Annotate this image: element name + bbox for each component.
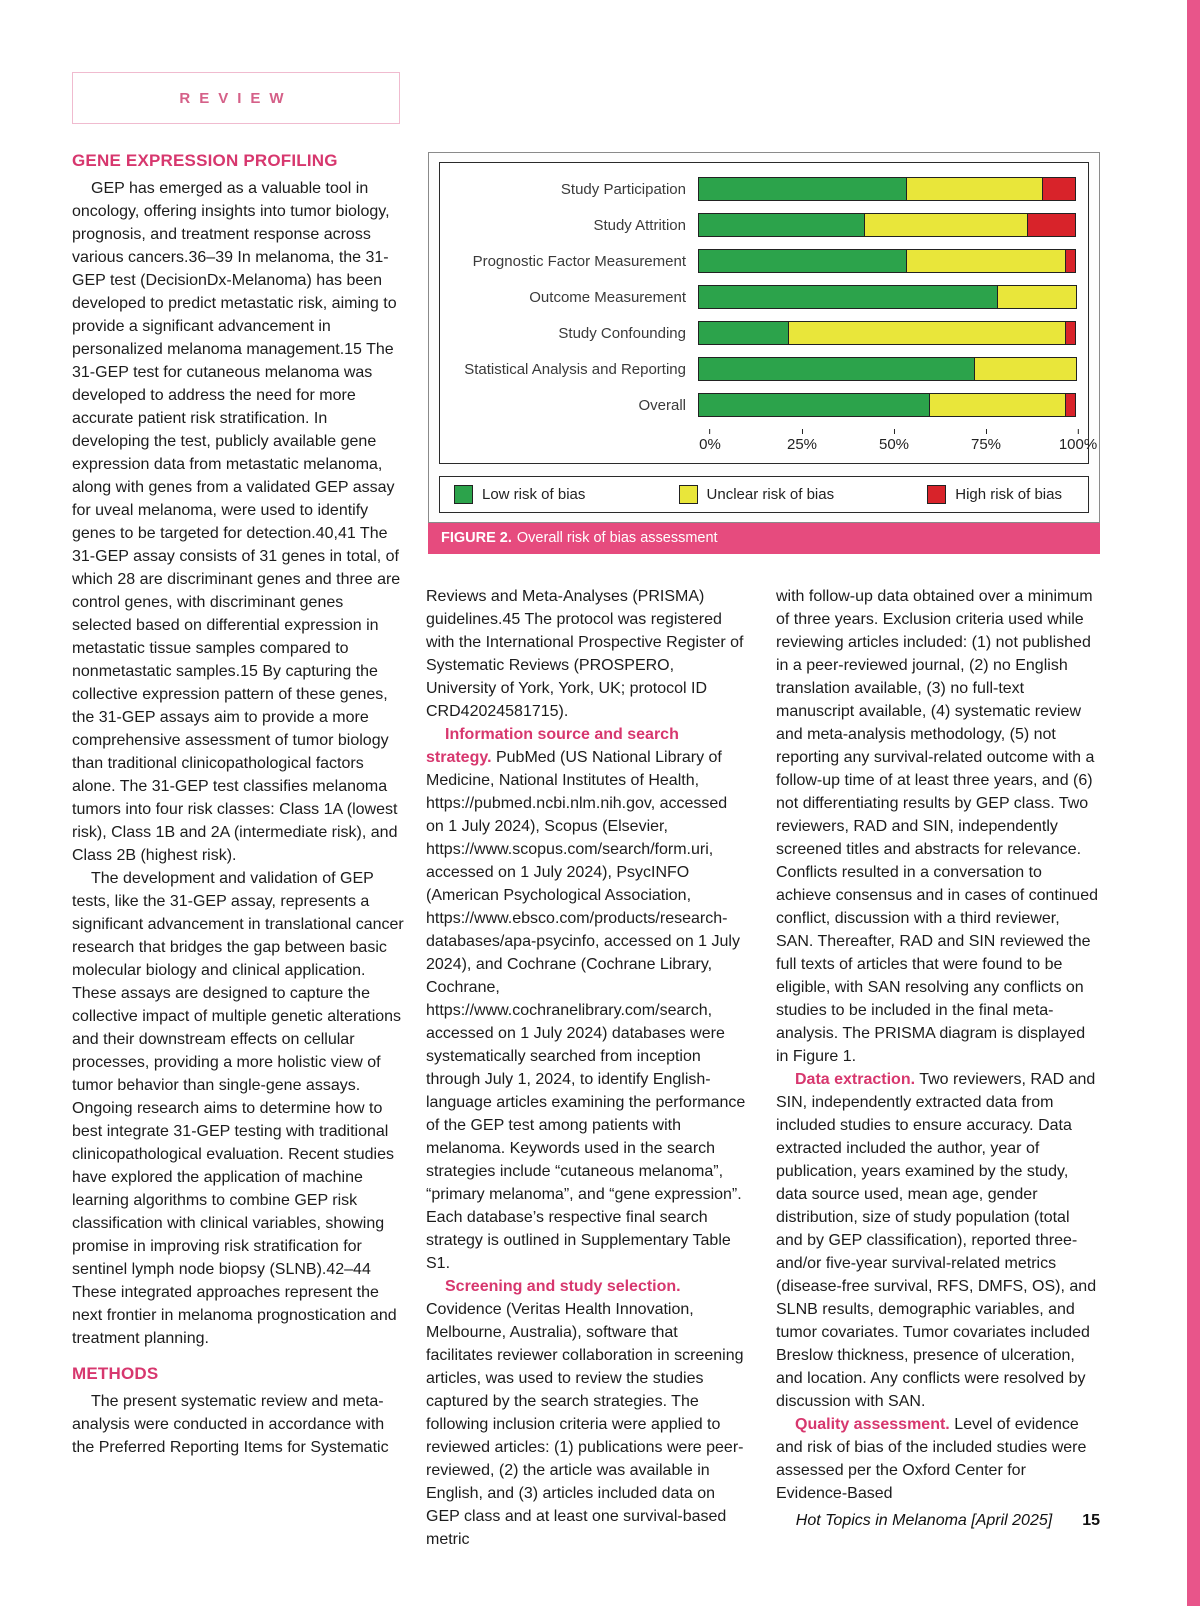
paragraph: Reviews and Meta-Analyses (PRISMA) guidelines.45 The protocol was registered with the International Prospective Register of Systematic Reviews (PROSPERO, University of York, York, UK; protocol ID CRD42024581715). [426,588,744,720]
legend-item-low [454,485,585,504]
middle-column [426,585,748,1551]
bar-segment-low [698,177,907,201]
page-number: 15 [1082,1512,1100,1529]
bar-segment-low [698,249,907,273]
high-risk-swatch-icon [927,485,946,504]
chart-category-label: Study Attrition [593,216,686,234]
stacked-bar [698,393,1078,417]
x-axis-tick: 50% [879,429,909,453]
chart-legend [439,476,1089,513]
paragraph: The development and validation of GEP tests, like the 31-GEP assay, represents a significant advancement in translational cancer research that bridges the gap between basic molecular biology and clinical application. These assays are designed to capture the collective impact of multiple genetic alterations and their downstream effects on cellular processes, providing a more holistic view of tumor behavior than single-gene assays. Ongoing research aims to determine how to best integrate 31-GEP testing with traditional clinicopathological evaluation. Recent studies have explored the application of machine learning algorithms to combine GEP risk classification with clinical variables, showing promise in improving risk stratification for sentinel lymph node biopsy (SLNB).42–44 These integrated approaches represent the next frontier in melanoma prognostication and treatment planning. [72,870,404,1347]
x-axis [699,429,1098,457]
bar-segment-unclear [788,321,1065,345]
runin-heading-data-extraction: Data extraction. [795,1071,916,1088]
bar-segment-high [1027,213,1076,237]
figure-caption-label: FIGURE 2. [441,530,512,546]
bar-segment-low [698,213,865,237]
bar-segment-low [698,357,975,381]
runin-heading-quality-assessment: Quality assessment. [795,1416,950,1433]
bar-segment-unclear [906,177,1043,201]
page-footer [72,1512,1100,1530]
bar-segment-high [1065,249,1076,273]
paragraph: with follow-up data obtained over a minimum of three years. Exclusion criteria used while reviewing articles included: (1) not published in a peer-reviewed journal, (2) no English translation available, (3) no full-text manuscript available, (4) systematic review and meta-analysis methodology, (5) not reporting any survival-related outcome with a follow-up time of at least three years, and (6) not differentiating results by GEP class. Two reviewers, RAD and SIN, independently screened titles and abstracts for relevance. Conflicts resulted in a conversation to achieve consensus and in cases of continued conflict, discussion with a third reviewer, SAN. Thereafter, RAD and SIN reviewed the full texts of articles that were found to be eligible, with SAN resolving any conflicts on studies to be included in the final meta-analysis. The PRISMA diagram is displayed in Figure 1. [776,588,1098,1065]
x-axis-tick: 100% [1059,429,1097,453]
chart-category-label: Study Confounding [558,324,686,342]
runin-heading-screening: Screening and study selection. [445,1278,681,1295]
figure-caption [428,523,1100,554]
paragraph [426,1275,748,1551]
legend-item-high [927,485,1062,504]
paragraph: GEP has emerged as a valuable tool in oncology, offering insights into tumor biology, prognosis, and treatment response across various cancers.36–39 In melanoma, the 31-GEP test (DecisionDx-Melanoma) has been developed to predict metastatic risk, aiming to provide a significant advancement in personalized melanoma management.15 The 31-GEP test for cutaneous melanoma was developed to address the need for more accurate patient risk stratification. In developing the test, publicly available gene expression data from metastatic melanoma, along with genes from a validated GEP assay for uveal melanoma, were used to identify genes to be targeted for detection.40,41 The 31-GEP assay consists of 31 genes in total, of which 28 are discriminant genes and three are control genes, with discriminant genes selected based on differential expression in metastatic tissue samples compared to nonmetastatic samples.15 By capturing the collective expression pattern of these genes, the 31-GEP assays aim to provide a more comprehensive assessment of tumor biology than traditional clinicopathological factors alone. The 31-GEP test classifies melanoma tumors into four risk classes: Class 1A (lowest risk), Class 1B and 2A (intermediate risk), and Class 2B (highest risk). [72,180,401,864]
paragraph-text: Covidence (Veritas Health Innovation, Melbourne, Australia), software that facilitates reviewer collaboration in screening articles, was used to review the studies captured by the search strategies. The following inclusion criteria were applied to reviewed articles: (1) publications were peer-reviewed, (2) the article was available in English, and (3) articles included data on GEP class and at least one survival-based metric [426,1301,744,1548]
unclear-risk-swatch-icon [679,485,698,504]
x-axis-tick: 0% [699,429,721,453]
stacked-bar [698,357,1078,381]
chart-row [446,285,1078,309]
bar-segment-unclear [974,357,1077,381]
x-axis-tick: 75% [971,429,1001,453]
chart-category-label: Study Participation [560,180,686,198]
bar-segment-low [698,393,930,417]
paragraph: The present systematic review and meta-analysis were conducted in accordance with the Preferred Reporting Items for Systematic [72,1393,389,1456]
stacked-bar [698,321,1078,345]
chart-rows [446,177,1078,417]
page-edge-accent-strip [1187,0,1200,1606]
figure-caption-text: Overall risk of bias assessment [516,530,718,546]
runin-heading-information-source: Information source and search strategy. [426,726,679,766]
chart-row [446,177,1078,201]
bar-segment-unclear [864,213,1027,237]
bar-segment-unclear [929,393,1066,417]
review-label: REVIEW [179,89,293,107]
chart-category-label: Prognostic Factor Measurement [472,252,686,270]
left-column [72,150,404,1459]
chart-row [446,249,1078,273]
chart-category-label: Overall [638,396,686,414]
bar-segment-low [698,321,789,345]
chart-category-label: Statistical Analysis and Reporting [464,360,686,378]
stacked-bar [698,285,1078,309]
chart-row [446,213,1078,237]
risk-of-bias-chart [439,162,1098,464]
bar-segment-unclear [906,249,1066,273]
paragraph-text: Two reviewers, RAD and SIN, independently extracted data from included studies to ensure accuracy. Data extracted included the author, year of publication, years examined by the study, data source used, mean age, gender distribution, size of study population (total and by GEP classification), reported three- and/or five-year survival-related metrics (disease-free survival, RFS, DMFS, OS), and SLNB results, demographic variables, and tumor covariates. Tumor covariates included Breslow thickness, presence of ulceration, and location. Any conflicts were resolved by discussion with SAN. [776,1071,1097,1410]
heading-methods: METHODS [72,1364,159,1383]
paragraph-text: Level of evidence and risk of bias of the included studies were assessed per the Oxford Center for Evidence-Based [776,1416,1087,1502]
figure-frame [428,152,1100,523]
chart-row [446,393,1078,417]
review-badge [72,72,400,124]
x-axis-row [446,429,1098,457]
chart-row [446,321,1078,345]
bar-segment-unclear [997,285,1077,309]
paragraph-text: PubMed (US National Library of Medicine, National Institutes of Health, https://pubmed.ncbi.nlm.nih.gov, accessed on 1 July 2024), Scopus (Elsevier, https://www.scopus.com/search/form.uri, accessed on 1 July 2024), PsycINFO (American Psychological Association, https://www.ebsco.com/products/research-databases/apa-psycinfo, accessed on 1 July 2024), and Cochrane (Cochrane Library, Cochrane, https://www.cochranelibrary.com/search, accessed on 1 July 2024) databases were systematically searched from inception through July 1, 2024, to identify English-language articles examining the performance of the GEP test among patients with melanoma. Keywords used in the search strategies include “cutaneous melanoma”, “primary melanoma”, and “gene expression”. Each database’s respective final search strategy is outlined in Supplementary Table S1. [426,749,746,1272]
axis-spacer [446,429,710,457]
figure-2 [428,152,1100,554]
right-column [776,585,1100,1505]
legend-label: High risk of bias [955,486,1062,503]
x-axis-tick: 25% [787,429,817,453]
legend-label: Unclear risk of bias [706,486,835,503]
paragraph [776,1413,1100,1505]
stacked-bar [698,249,1078,273]
stacked-bar [698,177,1078,201]
journal-title: Hot Topics in Melanoma [April 2025] [795,1512,1053,1529]
low-risk-swatch-icon [454,485,473,504]
heading-gene-expression-profiling: GENE EXPRESSION PROFILING [72,151,338,170]
paragraph [776,1068,1100,1413]
bar-segment-high [1065,321,1076,345]
chart-category-label: Outcome Measurement [529,288,686,306]
chart-row [446,357,1078,381]
paragraph [426,723,748,1275]
bar-segment-high [1065,393,1076,417]
bar-segment-high [1042,177,1076,201]
stacked-bar [698,213,1078,237]
bar-segment-low [698,285,998,309]
legend-item-unclear [679,485,835,504]
legend-label: Low risk of bias [482,486,586,503]
